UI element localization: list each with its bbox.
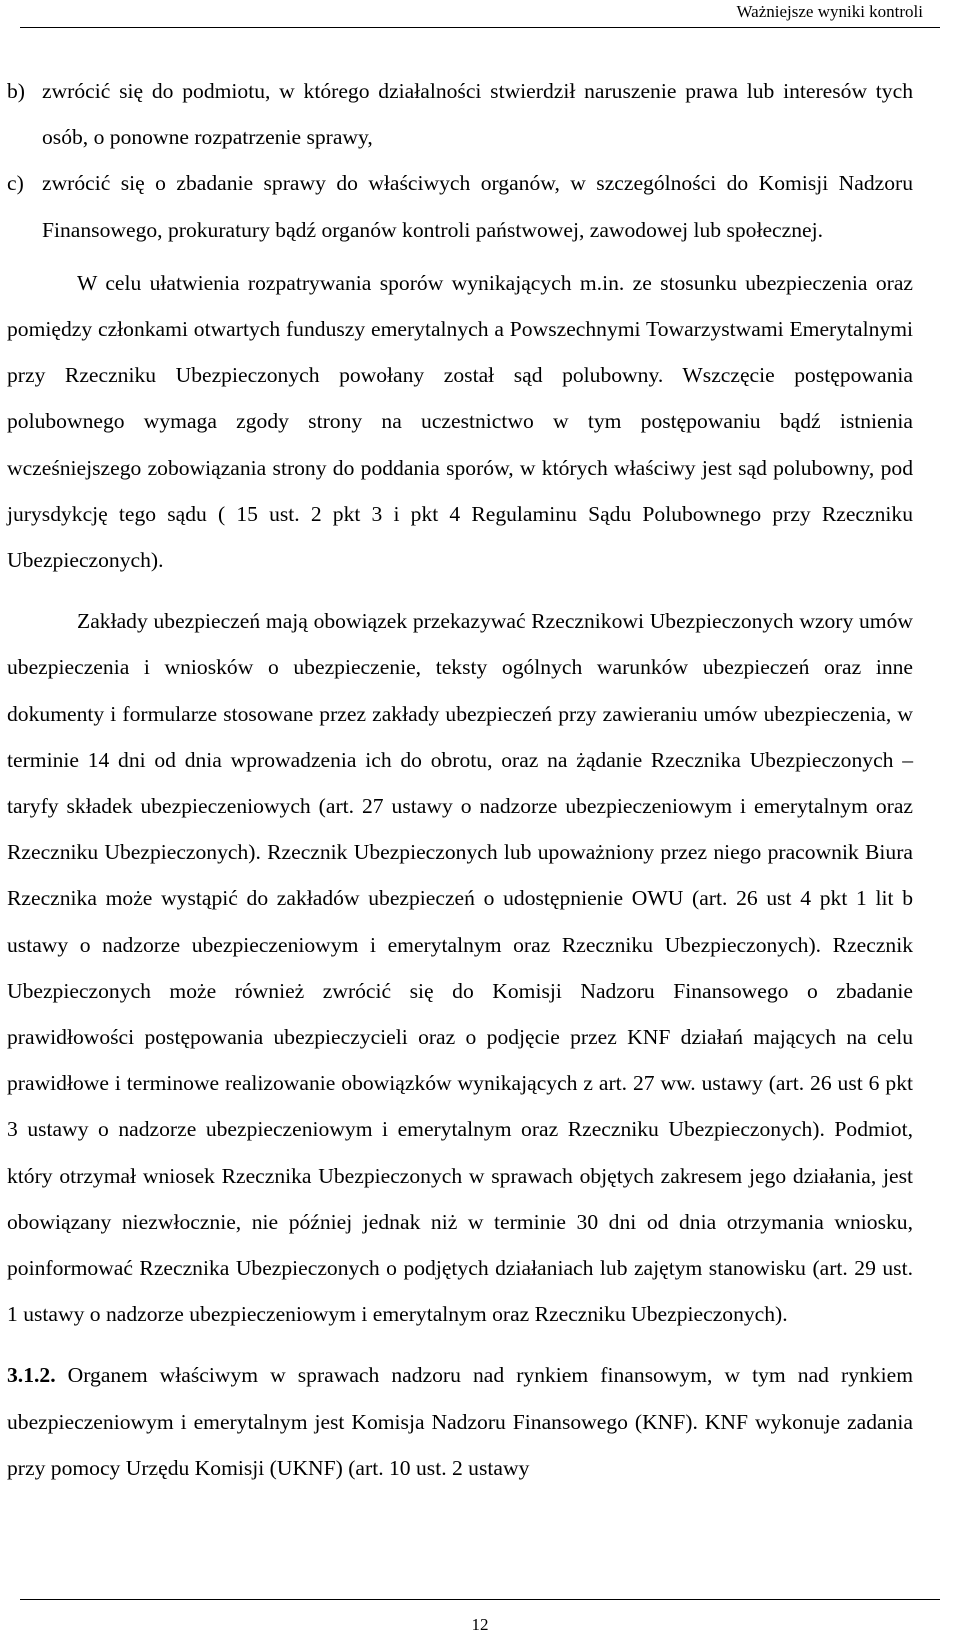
paragraph-section-3-1-2	[7, 1352, 913, 1491]
paragraph-sad-polubowny: W celu ułatwienia rozpatrywania sporów wynikających m.in. ze stosunku ubezpieczenia oraz pomiędzy członkami otwartych funduszy emerytalnych a Powszechnymi Towarzystwami Emerytalnymi przy Rzeczniku Ubezpieczonych powołany został sąd polubowny. Wszczęcie postępowania polubownego wymaga zgody strony na uczestnictwo w tym postępowaniu bądź istnienia wcześniejszego zobowiązania strony do poddania sporów, w których właściwy jest sąd polubowny, pod jurysdykcję tego sądu ( 15 ust. 2 pkt 3 i pkt 4 Regulaminu Sądu Polubownego przy Rzeczniku Ubezpieczonych).	[7, 270, 913, 573]
running-header	[20, 0, 940, 28]
page-number: 12	[471, 1615, 489, 1634]
list-marker: b)	[7, 79, 25, 103]
section-text: Organem właściwym w sprawach nadzoru nad rynkiem finansowym, w tym nad rynkiem ubezpieczeniowym i emerytalnym jest Komisja Nadzoru Finansowego (KNF). KNF wykonuje zadania przy pomocy Urzędu Komisji (UKNF) (art. 10 ust. 2 ustawy	[7, 1363, 913, 1480]
paragraph-zaklady-ubezpieczen: Zakłady ubezpieczeń mają obowiązek przekazywać Rzecznikowi Ubezpieczonych wzory umów ubezpieczenia i wniosków o ubezpieczenie, teksty ogólnych warunków ubezpieczeń oraz inne dokumenty i formularze stosowane przez zakłady ubezpieczeń przy zawieraniu umów ubezpieczenia, w terminie 14 dni od dnia wprowadzenia ich do obrotu, oraz na żądanie Rzecznika Ubezpieczonych – taryfy składek ubezpieczeniowych (art. 27 ustawy o nadzorze ubezpieczeniowym i emerytalnym oraz Rzeczniku Ubezpieczonych). Rzecznik Ubezpieczonych lub upoważniony przez niego pracownik Biura Rzecznika może wystąpić do zakładów ubezpieczeń o udostępnienie OWU (art. 26 ust 4 pkt 1 lit b ustawy o nadzorze ubezpieczeniowym i emerytalnym oraz Rzeczniku Ubezpieczonych). Rzecznik Ubezpieczonych może również zwrócić się do Komisji Nadzoru Finansowego o zbadanie prawidłowości postępowania ubezpieczycieli oraz o podjęcie przez KNF działań mających na celu prawidłowe i terminowe realizowanie obowiązków wynikających z art. 27 ww. ustawy (art. 26 ust 6 pkt 3 ustawy o nadzorze ubezpieczeniowym i emerytalnym oraz Rzeczniku Ubezpieczonych). Podmiot, który otrzymał wniosek Rzecznika Ubezpieczonych w sprawach objętych zakresem jego działania, jest obowiązany niezwłocznie, nie później jednak niż w terminie 30 dni od dnia otrzymania wniosku, poinformować Rzecznika Ubezpieczonych o podjętych działaniach lub zajętym stanowisku (art. 29 ust. 1 ustawy o nadzorze ubezpieczeniowym i emerytalnym oraz Rzeczniku Ubezpieczonych).	[7, 609, 913, 1327]
list-item-c	[7, 160, 913, 252]
footer-divider	[20, 1599, 940, 1600]
header-title: Ważniejsze wyniki kontroli	[736, 2, 923, 21]
document-body	[7, 68, 913, 1491]
list-marker: c)	[7, 171, 24, 196]
list-item-text: zwrócić się do podmiotu, w którego działalności stwierdził naruszenie prawa lub interesów tych osób, o ponowne rozpatrzenie sprawy,	[42, 79, 913, 150]
list-item-b	[7, 68, 913, 160]
list-item-text: zwrócić się o zbadanie sprawy do właściwych organów, w szczególności do Komisji Nadzoru Finansowego, prokuratury bądź organów kontroli państwowej, zawodowej lub społecznej.	[42, 171, 913, 242]
section-number: 3.1.2.	[7, 1363, 56, 1388]
